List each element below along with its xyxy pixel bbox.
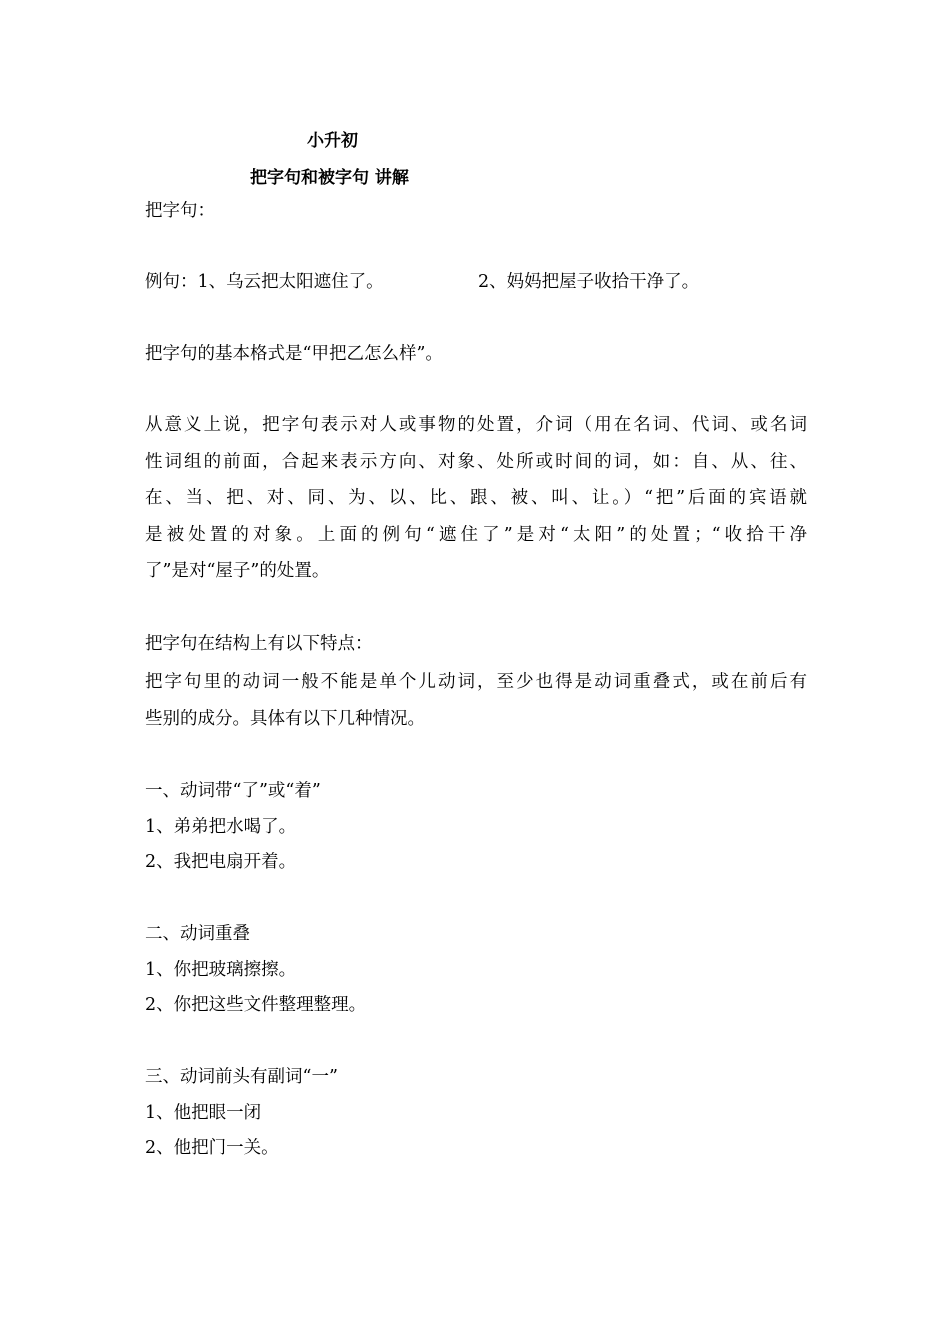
- meaning-line: 了”是对“屋子”的处置。: [145, 561, 330, 581]
- case-item: 1、弟弟把水喝了。: [145, 817, 297, 837]
- case-heading: 二、动词重叠: [145, 924, 250, 944]
- meaning-line: 性词组的前面，合起来表示方向、对象、处所或时间的词，如：自、从、往、: [145, 451, 807, 472]
- structure-line: 些别的成分。具体有以下几种情况。: [145, 708, 425, 729]
- example-2: 2、妈妈把屋子收拾干净了。: [478, 272, 700, 292]
- case-item: 2、你把这些文件整理整理。: [145, 995, 367, 1015]
- meaning-paragraph: [145, 407, 807, 590]
- case-heading: 一、动词带“了”或“着”: [145, 781, 321, 801]
- example-1: 例句：1、乌云把太阳遮住了。: [145, 272, 384, 292]
- doc-subtitle: 把字句和被字句 讲解: [250, 168, 409, 188]
- case-item: 2、我把电扇开着。: [145, 852, 297, 872]
- meaning-line: 在、当、把、对、同、为、以、比、跟、被、叫、让。）“把”后面的宾语就: [145, 488, 807, 508]
- case-item: 2、他把门一关。: [145, 1138, 279, 1158]
- case-item: 1、他把眼一闭: [145, 1103, 262, 1123]
- structure-line: 把字句里的动词一般不能是单个儿动词，至少也得是动词重叠式，或在前后有: [145, 672, 807, 692]
- doc-title: 小升初: [307, 131, 358, 151]
- section-label-ba: 把字句：: [145, 201, 215, 221]
- meaning-line: 是被处置的对象。上面的例句“遮住了”是对“太阳”的处置；“收拾干净: [145, 524, 807, 545]
- structure-title: 把字句在结构上有以下特点：: [145, 634, 373, 654]
- case-item: 1、你把玻璃擦擦。: [145, 960, 297, 980]
- structure-paragraph: [145, 664, 807, 737]
- meaning-line: 从意义上说，把字句表示对人或事物的处置，介词（用在名词、代词、或名词: [145, 415, 807, 435]
- case-heading: 三、动词前头有副词“一”: [145, 1067, 338, 1087]
- basic-format: 把字句的基本格式是“甲把乙怎么样”。: [145, 344, 443, 364]
